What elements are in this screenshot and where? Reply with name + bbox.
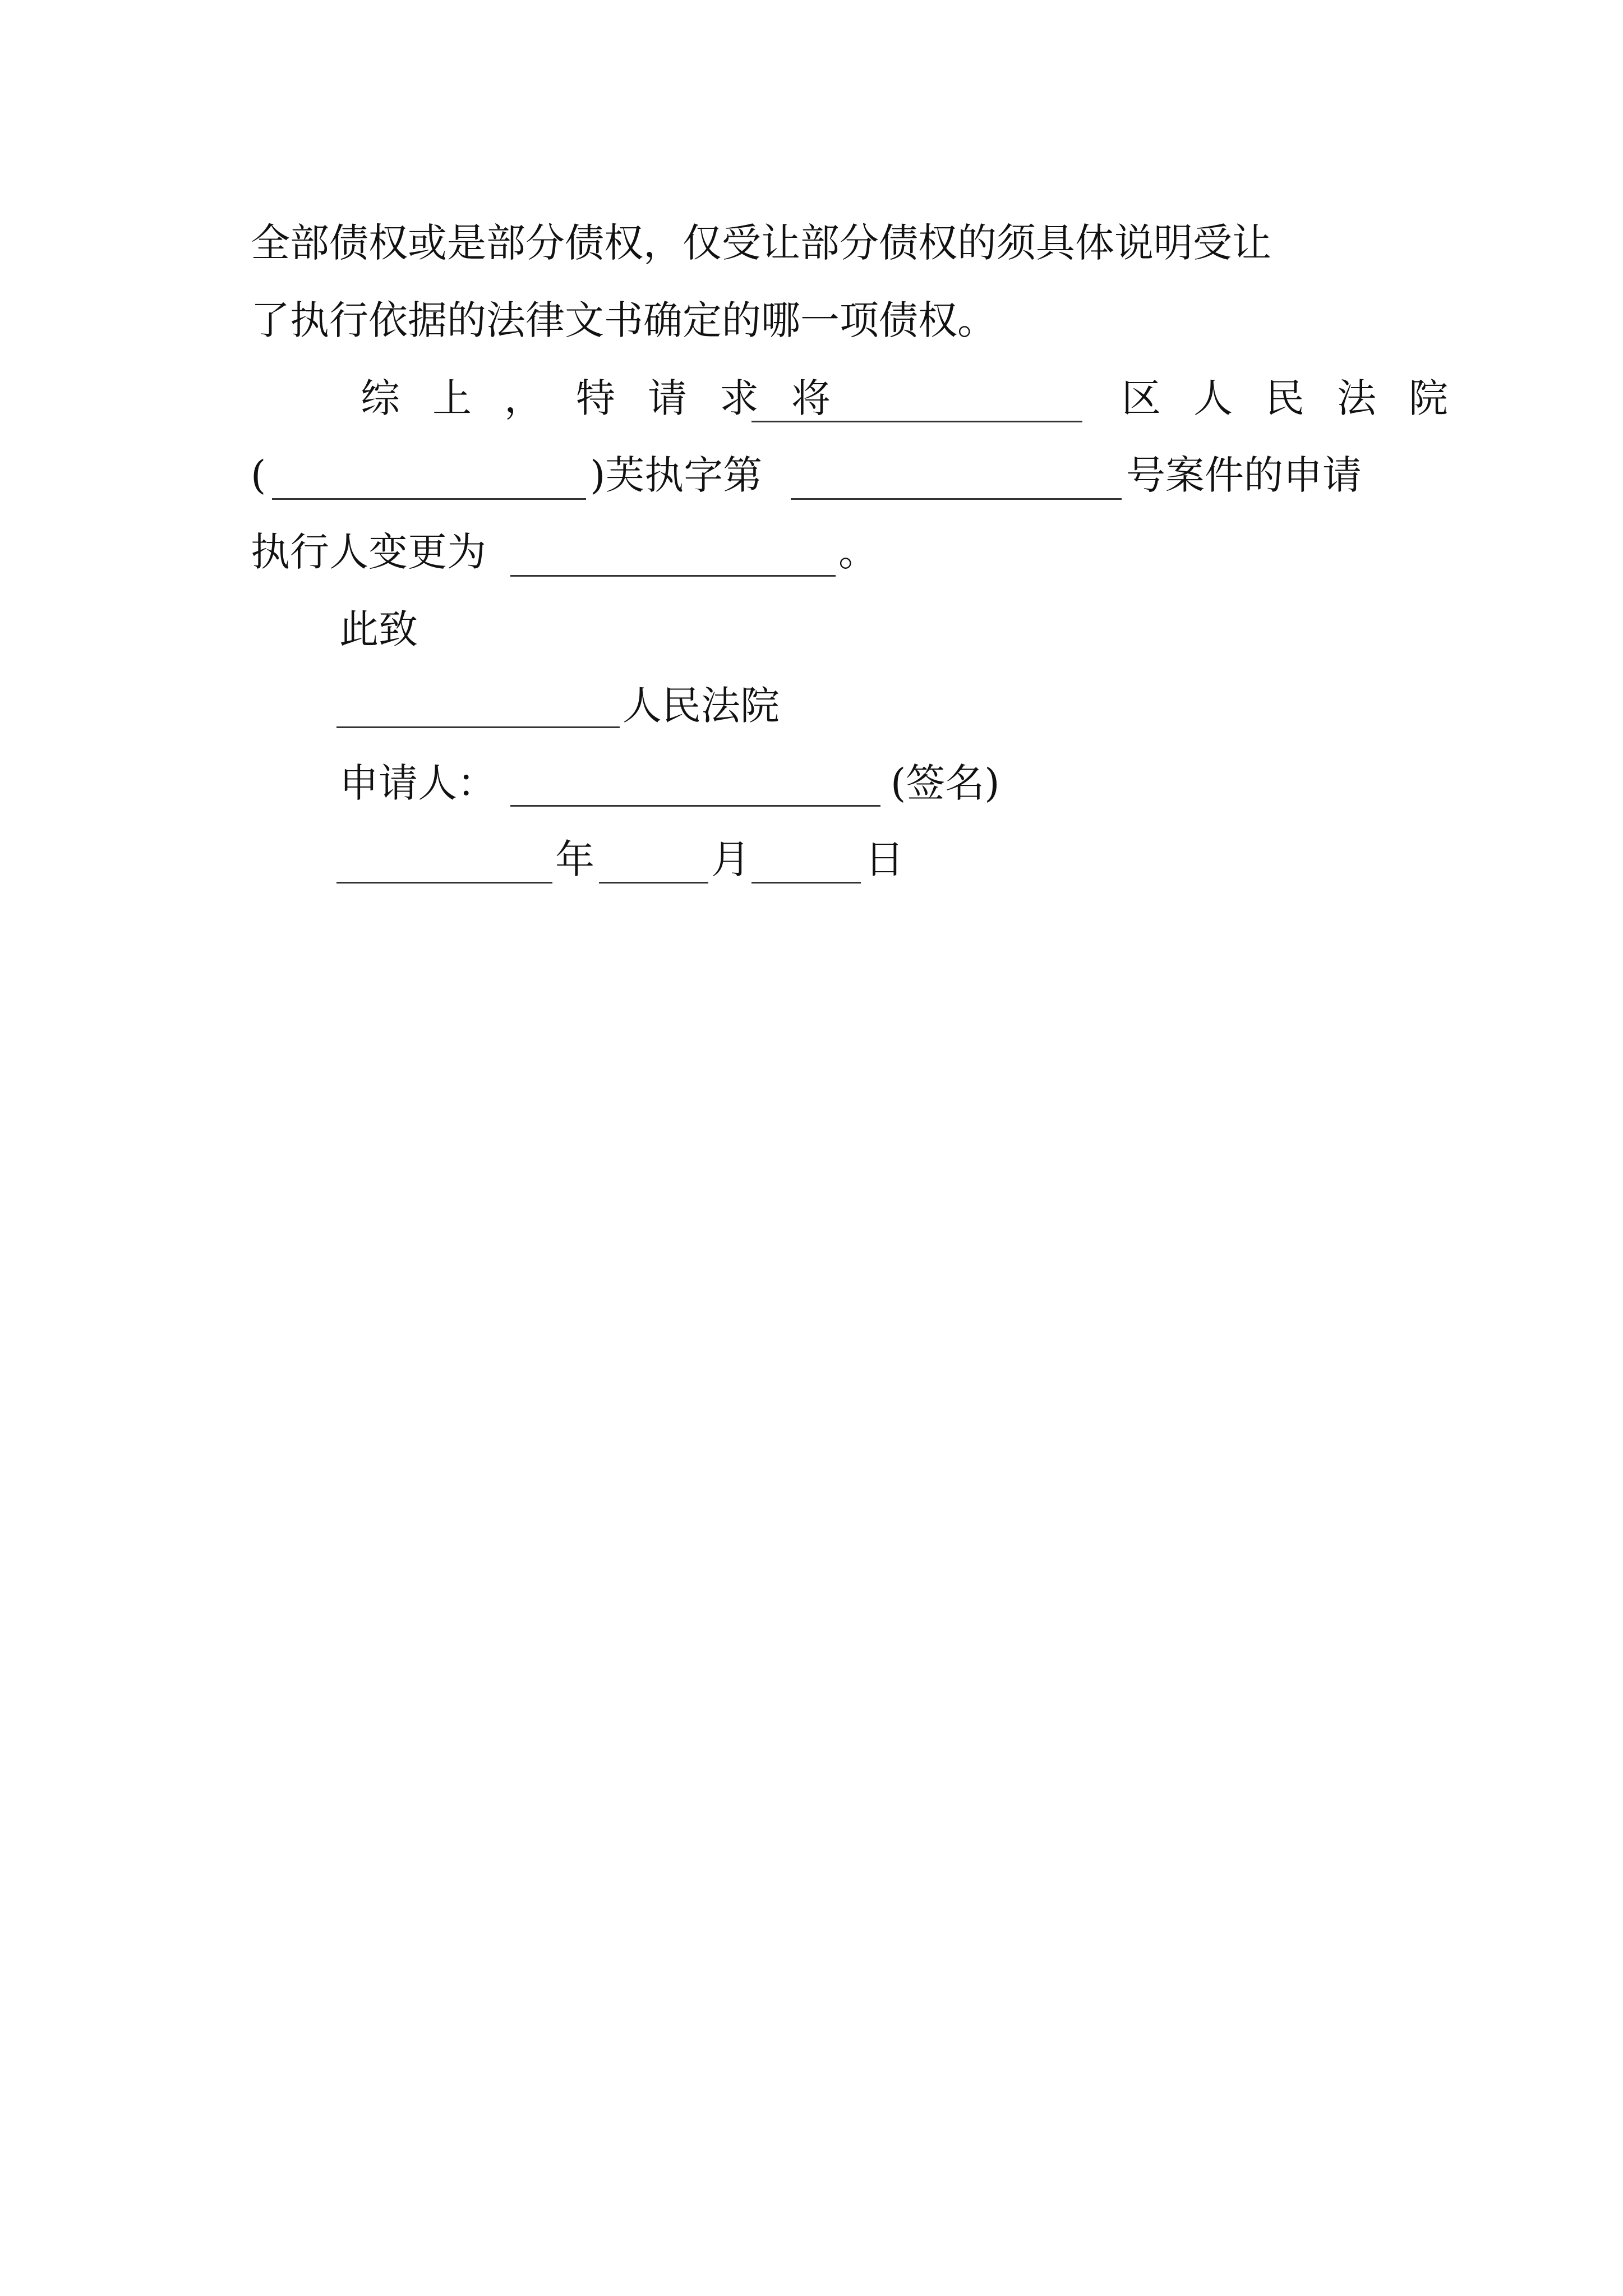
month-blank[interactable]: [599, 882, 708, 884]
salutation: 此致: [339, 606, 418, 652]
signature-note: (签名): [891, 760, 1000, 806]
applicant-label: 申请人：: [339, 760, 496, 806]
court-suffix: 区人民法院: [1122, 375, 1481, 421]
new-applicant-blank[interactable]: [510, 575, 836, 577]
day-label: 日: [865, 836, 904, 882]
case-close-paren-prefix: )芙执字第: [590, 452, 763, 498]
case-open-paren: (: [251, 452, 266, 498]
request-prefix: 综上，特请求将: [361, 375, 863, 421]
applicant-signature-blank[interactable]: [510, 805, 880, 807]
period: 。: [838, 529, 878, 575]
change-prefix: 执行人变更为: [251, 529, 486, 575]
year-label: 年: [555, 836, 594, 882]
day-blank[interactable]: [751, 882, 861, 884]
recipient-court-blank[interactable]: [336, 726, 620, 728]
case-number-blank[interactable]: [791, 498, 1122, 500]
court-name-blank[interactable]: [751, 421, 1082, 422]
year-blank[interactable]: [336, 882, 552, 884]
recipient-court: 人民法院: [623, 683, 780, 729]
case-year-blank[interactable]: [272, 498, 586, 500]
case-suffix: 号案件的申请: [1126, 452, 1362, 498]
month-label: 月: [711, 836, 750, 882]
paragraph-1-line-2: 了执行依据的法律文书确定的哪一项债权。: [251, 297, 997, 343]
paragraph-1-line-1: 全部债权或是部分债权，仅受让部分债权的须具体说明受让: [251, 220, 1271, 266]
